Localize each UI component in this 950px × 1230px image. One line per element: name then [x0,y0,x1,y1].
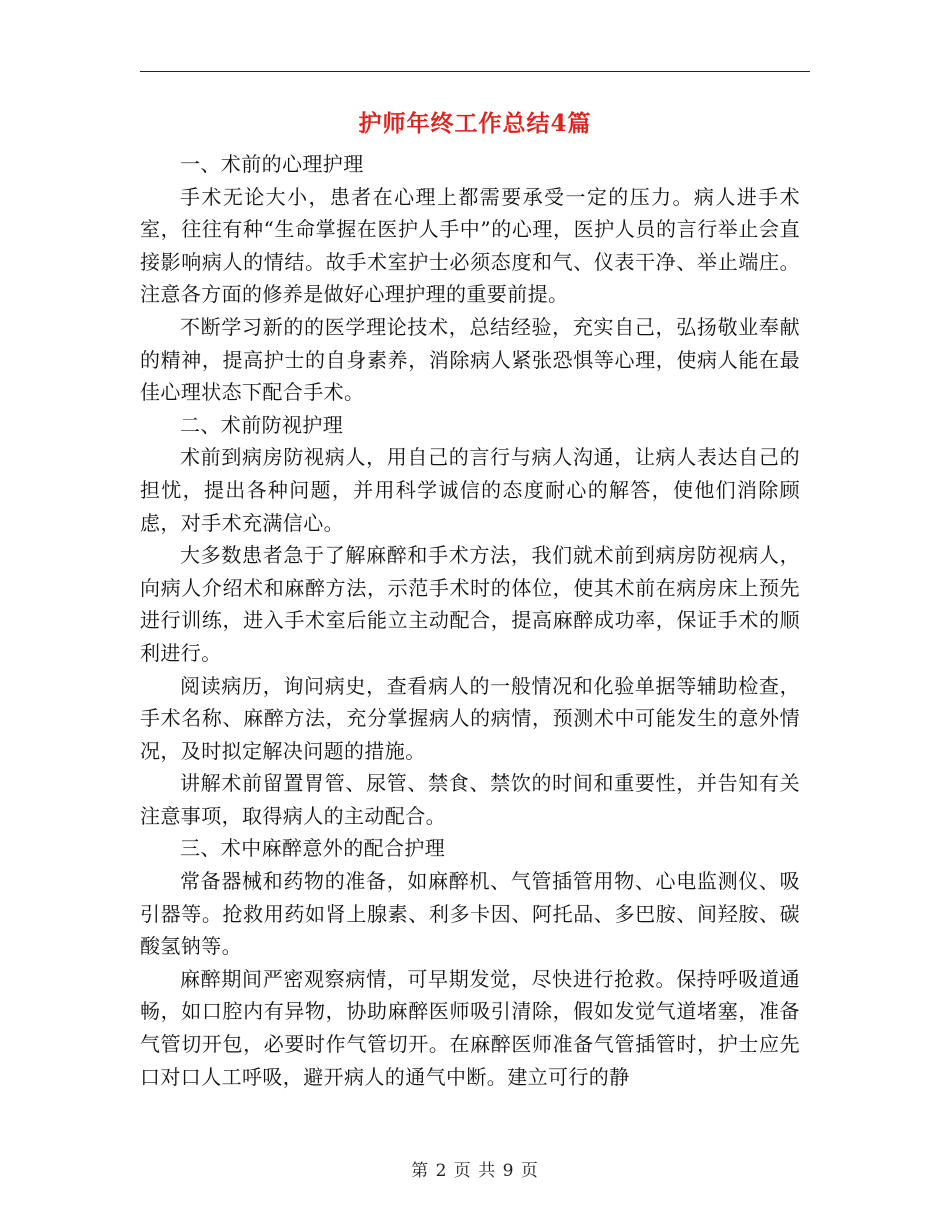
paragraph: 大多数患者急于了解麻醉和手术方法，我们就术前到病房防视病人，向病人介绍术和麻醉方法，示范手术时的体位，使其术前在病房床上预先进行训练，进入手术室后能立主动配合，提高麻醉成功率，保证手术的顺利进行。 [140,543,800,665]
section-heading-1: 一、术前的心理护理 [180,152,364,176]
paragraph: 常备器械和药物的准备，如麻醉机、气管插管用物、心电监测仪、吸引器等。抢救用药如肾上腺素、利多卡因、阿托品、多巴胺、间羟胺、碳酸氢钠等。 [140,869,800,959]
paragraph: 术前到病房防视病人，用自己的言行与病人沟通，让病人表达自己的担忧，提出各种问题，并用科学诚信的态度耐心的解答，使他们消除顾虑，对手术充满信心。 [140,445,800,535]
paragraph: 手术无论大小，患者在心理上都需要承受一定的压力。病人进手术室，往往有种“生命掌握在医护人手中”的心理，医护人员的言行举止会直接影响病人的情结。故手术室护士必须态度和气、仪表干净、举止端庄。注意各方面的修养是做好心理护理的重要前提。 [140,184,800,307]
paragraph: 阅读病历，询问病史，查看病人的一般情况和化验单据等辅助检查，手术名称、麻醉方法，充分掌握病人的病情，预测术中可能发生的意外情况，及时拟定解决问题的措施。 [140,673,800,763]
section-heading-3: 三、术中麻醉意外的配合护理 [180,836,446,861]
document-body [140,148,800,1093]
paragraph: 不断学习新的的医学理论技术，总结经验，充实自己，弘扬敬业奉献的精神，提高护士的自身素养，消除病人紧张恐惧等心理，使病人能在最佳心理状态下配合手术。 [140,314,800,405]
document-title: 护师年终工作总结4篇 [358,110,592,137]
page-footer: 第 2 页 共 9 页 [411,1161,539,1181]
header-rule [140,71,810,72]
paragraph: 麻醉期间严密观察病情，可早期发觉，尽快进行抢救。保持呼吸道通畅，如口腔内有异物，协助麻醉医师吸引清除，假如发觉气道堵塞，准备气管切开包，必要时作气管切开。在麻醉医师准备气管插管时，护士应先口对口人工呼吸，避开病人的通气中断。建立可行的静 [140,966,800,1089]
section-heading-2: 二、术前防视护理 [180,412,344,437]
paragraph: 讲解术前留置胃管、尿管、禁食、禁饮的时间和重要性，并告知有关注意事项，取得病人的主动配合。 [140,771,800,828]
